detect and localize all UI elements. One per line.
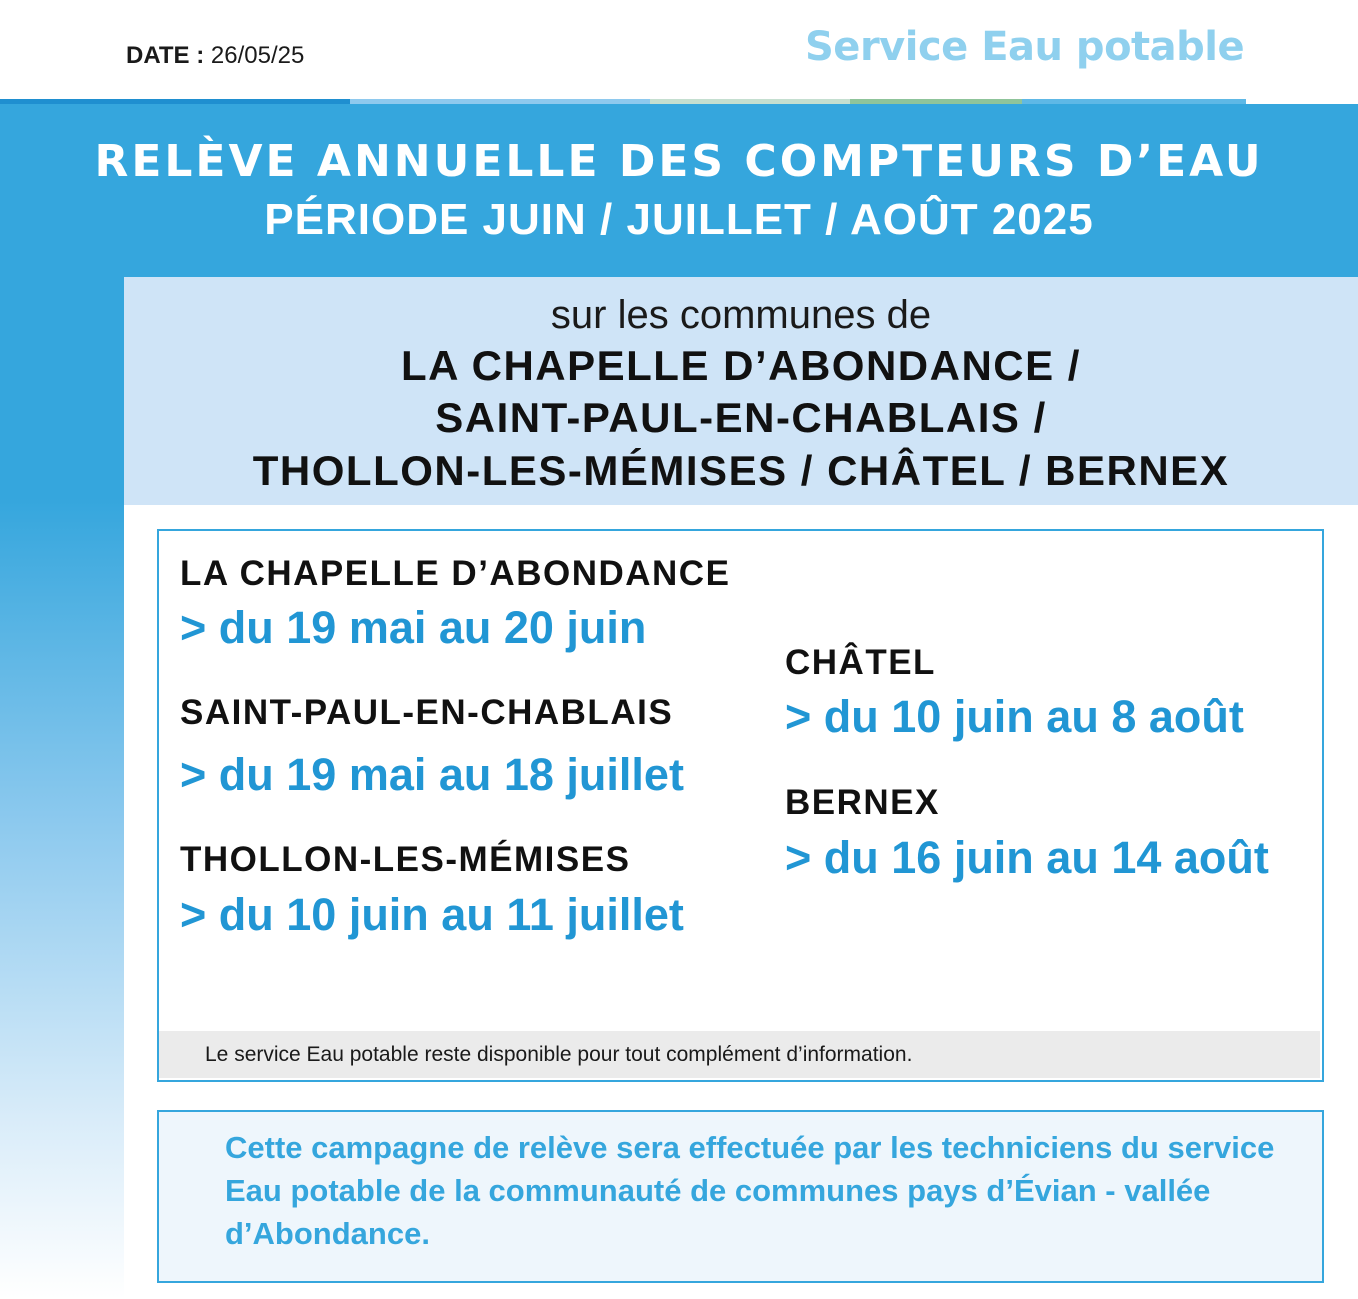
header-band	[0, 104, 1358, 277]
service-title: Service Eau potable	[805, 24, 1245, 70]
document-date	[126, 42, 304, 70]
commune-name: LA CHAPELLE D’ABONDANCE	[180, 554, 731, 593]
left-gradient-bar	[0, 104, 124, 1299]
campaign-note: Cette campagne de relève sera effectuée par les techniciens du service Eau potable de la communauté de communes pays d’Évian - vallée d’Abondance.	[225, 1130, 1275, 1251]
commune-name: BERNEX	[785, 783, 940, 822]
info-note: Le service Eau potable reste disponible pour tout complément d’information.	[205, 1043, 913, 1066]
communes-line: THOLLON-LES-MÉMISES / CHÂTEL / BERNEX	[252, 447, 1230, 494]
communes-intro: sur les communes de	[550, 293, 932, 337]
commune-name: THOLLON-LES-MÉMISES	[180, 840, 631, 879]
commune-dates: > du 19 mai au 18 juillet	[180, 749, 684, 800]
commune-dates: > du 19 mai au 20 juin	[180, 602, 647, 653]
date-label: DATE :	[126, 42, 205, 69]
banner-title: RELÈVE ANNUELLE DES COMPTEURS D’EAU	[94, 136, 1264, 187]
communes-line: LA CHAPELLE D’ABONDANCE /	[401, 342, 1081, 389]
commune-name: CHÂTEL	[785, 643, 936, 682]
commune-dates: > du 10 juin au 11 juillet	[180, 889, 684, 940]
commune-name: SAINT-PAUL-EN-CHABLAIS	[180, 693, 674, 732]
commune-dates: > du 16 juin au 14 août	[785, 832, 1269, 883]
commune-dates: > du 10 juin au 8 août	[785, 691, 1244, 742]
date-value: 26/05/25	[210, 42, 305, 69]
banner-period: PÉRIODE JUIN / JUILLET / AOÛT 2025	[264, 195, 1094, 244]
communes-line: SAINT-PAUL-EN-CHABLAIS /	[435, 394, 1047, 441]
